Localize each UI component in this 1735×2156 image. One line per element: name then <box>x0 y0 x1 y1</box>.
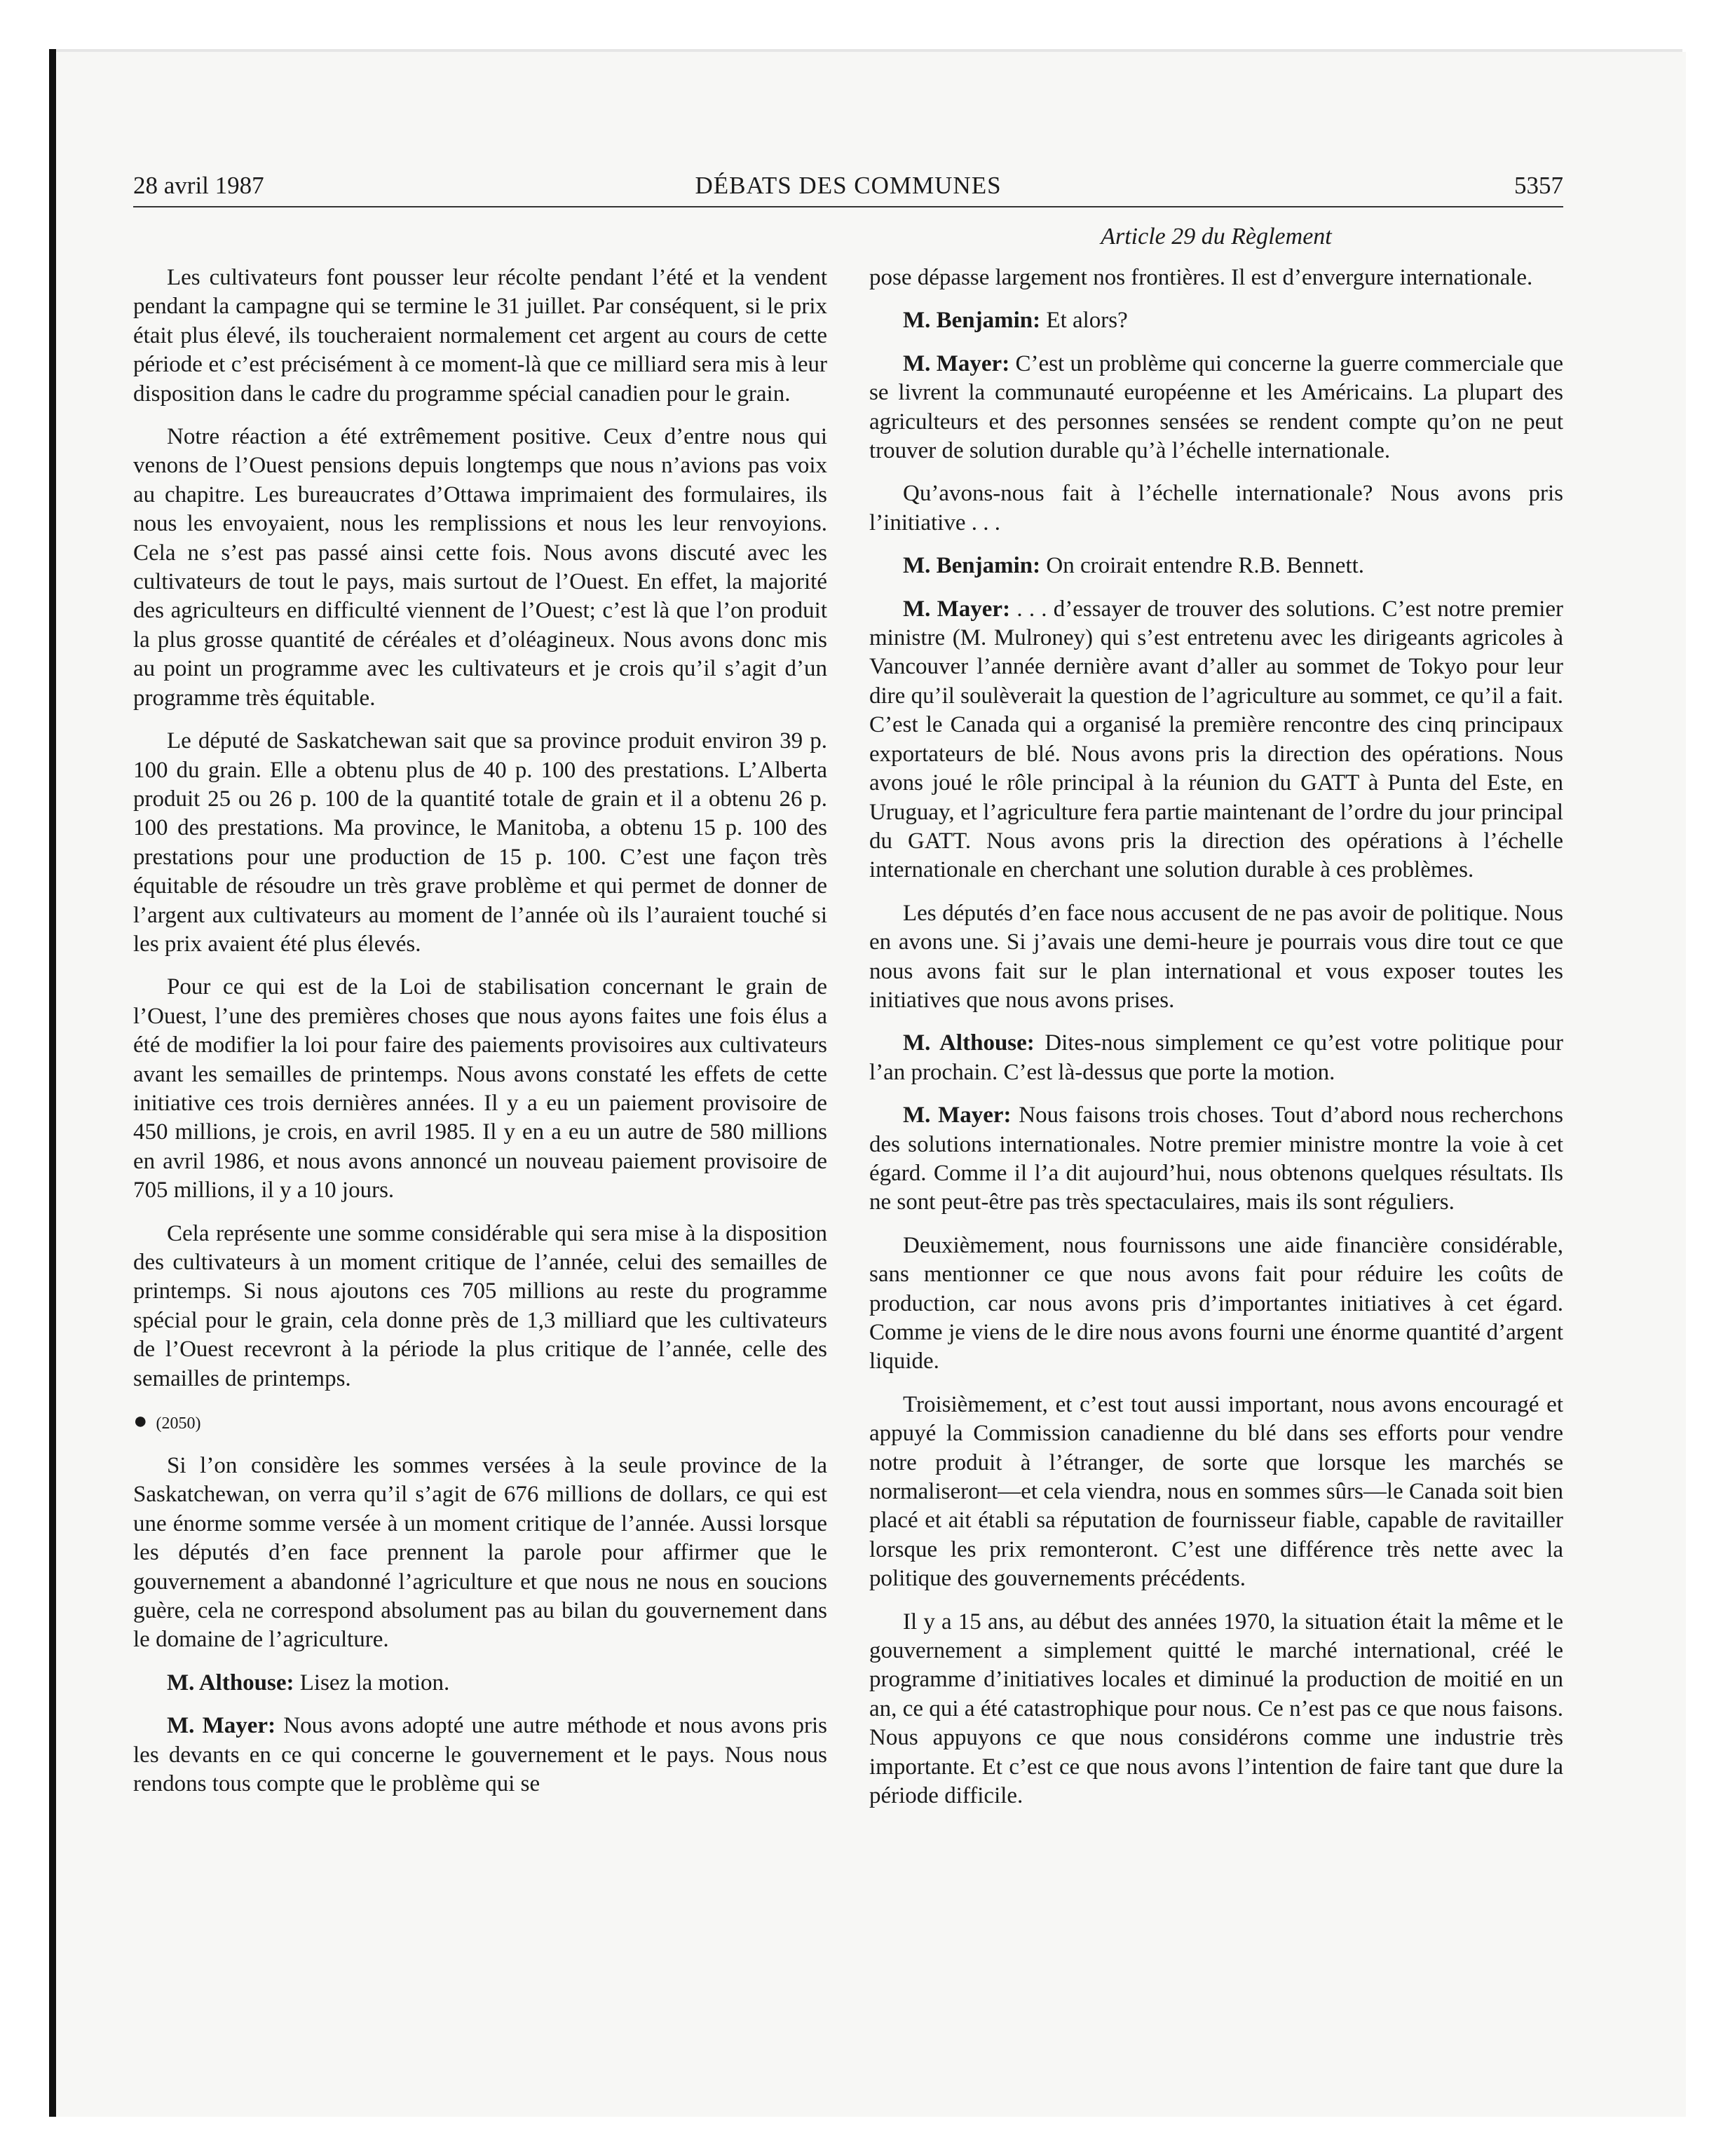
header-rule <box>133 206 1563 207</box>
speaker-name: M. Benjamin: <box>903 553 1041 579</box>
speech-text: Et alors? <box>1046 308 1128 334</box>
speech-text: Dites-nous simplement ce qu’est votre politique pour l’an prochain. C’est là-dessus que porte la motion. <box>869 1030 1563 1085</box>
speech-text: Nous faisons trois choses. Tout d’abord nous recherchons des solutions internationales. Notre premier ministre montre la voie à cet égard. Comme il l’a dit aujourd’hui, nous obtenons quelques résultats. Ils ne sont peut-être pas très spectaculaires, mais ils sont réguliers. <box>869 1103 1563 1215</box>
header-date: 28 avril 1987 <box>133 172 264 199</box>
time-marker-label: (2050) <box>156 1414 201 1433</box>
bullet-icon: ● <box>133 1408 148 1435</box>
right-column <box>869 264 1563 1825</box>
speech <box>133 1712 827 1799</box>
paragraph: Le député de Saskatchewan sait que sa province produit environ 39 p. 100 du grain. Elle a obtenu plus de 40 p. 100 des prestations. L’Alberta produit 25 ou 26 p. 100 de la quantité totale de grain et il a obtenu 26 p. 100 des prestations. Ma province, le Manitoba, a obtenu 15 p. 100 des prestations pour une production de 15 p. 100. C’est une façon très équitable de résoudre un très grave problème et qui permet de donner de l’argent aux cultivateurs au moment de l’année où ils l’auraient touché si les prix avaient été plus élevés. <box>133 728 827 957</box>
speaker-name: M. Althouse: <box>167 1670 294 1696</box>
speech-text: Nous avons adopté une autre méthode et nous avons pris les devants en ce qui concerne le gouvernement et le pays. Nous nous rendons tous compte que le problème qui se <box>133 1713 828 1797</box>
scan-margin-right <box>1686 49 1735 2117</box>
paragraph: Si l’on considère les sommes versées à la seule province de la Saskatchewan, on verra qu’il s’agit de 676 millions de dollars, ce qui est une énorme somme versée à un moment critique de l’année. Aussi lorsque les députés d’en face prennent la parole pour affirmer que le gouvernement a abandonné l’agriculture et que nous ne nous en soucions guère, cela ne correspond absolument pas au bilan du gouvernement dans le domaine de l’agriculture. <box>133 1453 827 1653</box>
scan-binding-shadow <box>49 49 56 2117</box>
paragraph: Les cultivateurs font pousser leur récolte pendant l’été et la vendent pendant la campagne qui se termine le 31 juillet. Par conséquent, si le prix était plus élevé, ils toucheraient normalement cet argent au cours de cette période et c’est précisément à ce moment-là que ce milliard sera mis à leur disposition dans le cadre du programme spécial canadien pour le grain. <box>133 265 827 407</box>
speech-text: . . . d’essayer de trouver des solutions. C’est notre premier ministre (M. Mulroney) qui s’est entretenu avec les dirigeants agricoles à Vancouver l’année dernière avant d’aller au sommet de Tokyo pour leur dire qu’il soulèverait la question de l’agriculture au sommet, ce qu’il a fait. C’est le Canada qui a organisé la première rencontre des cinq principaux exportateurs de blé. Nous avons pris la direction des opérations. Nous avons joué le rôle principal à la réunion du GATT à Punta del Este, en Uruguay, et l’agriculture fera partie maintenant de l’ordre du jour principal du GATT. Nous avons pris la direction des opérations à l’échelle internationale en cherchant une solution durable à ces problèmes. <box>869 596 1564 883</box>
paragraph: Il y a 15 ans, au début des années 1970, la situation était la même et le gouvernement a simplement quitté le marché international, créé le programme d’initiatives locales et diminué la production de moitié en un an, ce qui a été catastrophique pour nous. Ce n’est pas ce que nous faisons. Nous appuyons ce que nous considérons comme une industrie très importante. Et c’est ce que nous avons l’intention de faire tant que dure la période difficile. <box>869 1609 1563 1809</box>
speech-text: C’est un problème qui concerne la guerre commerciale que se livrent la communauté européenne et les Américains. La plupart des agriculteurs et des personnes sensées se rendent compte qu’on ne peut trouver de solution durable qu’à l’échelle internationale. <box>869 350 1564 464</box>
paragraph: Les députés d’en face nous accusent de ne pas avoir de politique. Nous en avons une. Si j’avais une demi-heure je pourrais vous dire tout ce que nous avons fait sur le plan international et vous exposer toutes les initiatives que nous avons prises. <box>869 900 1563 1013</box>
speech <box>869 1029 1563 1087</box>
left-column <box>133 264 827 1813</box>
paragraph: Pour ce qui est de la Loi de stabilisation concernant le grain de l’Ouest, l’une des premières choses que nous ayons faites une fois élus a été de modifier la loi pour faire des paiements provisoires aux cultivateurs avant les semailles de printemps. Nous avons constaté les effets de cette initiative ces trois dernières années. Il y a eu un paiement provisoire de 450 millions, je crois, en avril 1985. Il y en a eu un autre de 580 millions en avril 1986, et nous avons annoncé un nouveau paiement provisoire de 705 millions, il y a 10 jours. <box>133 974 827 1203</box>
speech-text: Lisez la motion. <box>299 1670 450 1696</box>
speech <box>869 1101 1563 1217</box>
header-title: DÉBATS DES COMMUNES <box>695 172 1002 199</box>
paragraph: Troisièmement, et c’est tout aussi important, nous avons encouragé et appuyé la Commission canadienne du blé dans ses efforts pour vendre notre produit à l’étranger, de sorte que lorsque les marchés se normaliseront—et cela viendra, nous en sommes sûrs—le Canada soit bien placé et ait établi sa réputation de fournisseur fiable, capable de ravitailler lorsque les prix remonteront. C’est une différence très nette avec la politique des gouvernements précédents. <box>869 1391 1563 1592</box>
paragraph: Cela représente une somme considérable qui sera mise à la disposition des cultivateurs à un moment critique de l’année, celui des semailles de printemps. Si nous ajoutons ces 705 millions au reste du programme spécial pour le grain, cela donne près de 1,3 milliard que les cultivateurs de l’Ouest recevront à la période la plus critique de l’année, celle des semailles de printemps. <box>133 1220 827 1391</box>
page-number: 5357 <box>1514 172 1563 199</box>
paragraph: Qu’avons-nous fait à l’échelle internationale? Nous avons pris l’initiative . . . <box>869 481 1563 535</box>
speech <box>869 306 1563 335</box>
speech <box>869 595 1563 885</box>
time-marker <box>133 1407 827 1438</box>
paragraph: pose dépasse largement nos frontières. Il est d’envergure internationale. <box>869 265 1533 290</box>
speaker-name: M. Benjamin: <box>903 308 1041 334</box>
speaker-name: M. Mayer: <box>903 350 1010 376</box>
speech <box>869 350 1563 466</box>
section-subheading: Article 29 du Règlement <box>1101 224 1332 250</box>
scan-margin-left <box>0 0 49 2156</box>
speaker-name: M. Mayer: <box>167 1713 276 1739</box>
paragraph: Notre réaction a été extrêmement positive. Ceux d’entre nous qui venons de l’Ouest pensions depuis longtemps que nous n’avions pas voix au chapitre. Les bureaucrates d’Ottawa imprimaient des formulaires, ils nous les envoyaient, nous les remplissions et nous les leur renvoyions. Cela ne s’est pas passé ainsi cette fois. Nous avons discuté avec les cultivateurs de tout le pays, mais surtout de l’Ouest. En effet, la majorité des agriculteurs en difficulté viennent de l’Ouest; c’est là que l’on produit la plus grosse quantité de céréales et d’oléagineux. Nous avons donc mis au point un programme avec les cultivateurs et je crois qu’il s’agit d’un programme très équitable. <box>133 424 827 711</box>
speech <box>869 552 1563 580</box>
paragraph: Deuxièmement, nous fournissons une aide financière considérable, sans mentionner ce que nous avons fait pour réduire les coûts de production, car nous avons pris d’importantes initiatives à cet égard. Comme je viens de le dire nous avons fourni une énorme quantité d’argent liquide. <box>869 1232 1563 1374</box>
speaker-name: M. Althouse: <box>903 1030 1035 1056</box>
speech-text: On croirait entendre R.B. Bennett. <box>1046 553 1365 579</box>
speech <box>133 1669 827 1698</box>
running-header <box>133 168 1563 203</box>
speaker-name: M. Mayer: <box>903 1103 1012 1128</box>
speaker-name: M. Mayer: <box>903 596 1011 622</box>
